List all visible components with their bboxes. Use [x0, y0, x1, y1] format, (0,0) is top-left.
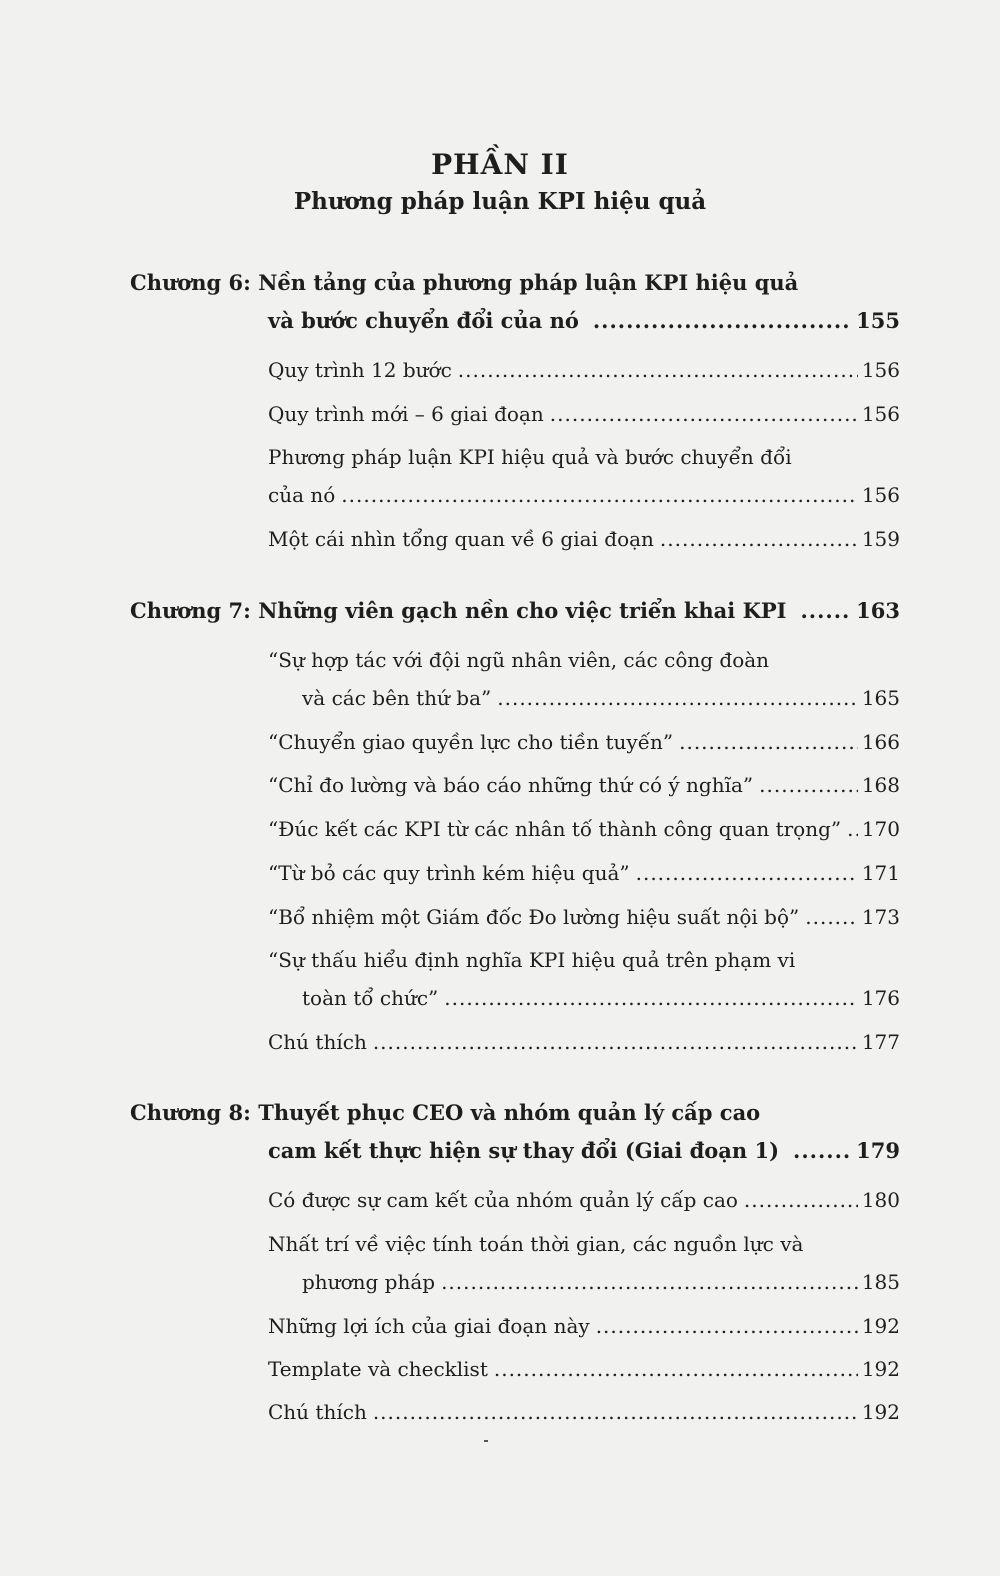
- leader-dots: [679, 730, 858, 754]
- chapter-8-page: 179: [856, 1138, 900, 1163]
- entry-page: 165: [861, 686, 900, 710]
- entry-page: 156: [861, 402, 900, 426]
- chapter-7-page: 163: [856, 598, 900, 623]
- entry-title: “Bổ nhiệm một Giám đốc Đo lường hiệu suất nội bộ”: [268, 905, 800, 929]
- leader-dots: [494, 1357, 858, 1381]
- entry-page: 192: [861, 1314, 900, 1338]
- entry-title: Những lợi ích của giai đoạn này: [268, 1314, 590, 1338]
- toc-entry: [268, 402, 900, 426]
- entry-title: Quy trình 12 bước: [268, 358, 452, 382]
- toc-entry: [268, 1357, 900, 1381]
- entry-title-line1: Phương pháp luận KPI hiệu quả và bước chuyển đổi: [268, 445, 792, 469]
- leader-dots: [660, 527, 858, 551]
- entry-page: 180: [861, 1188, 900, 1212]
- leader-dots: [497, 686, 858, 710]
- entry-page: 177: [861, 1030, 900, 1054]
- leader-dots: [458, 358, 858, 382]
- chapter-6-title-line1: Chương 6: Nền tảng của phương pháp luận KPI hiệu quả: [130, 270, 799, 295]
- toc-entry: [302, 986, 900, 1010]
- leader-dots: [793, 1138, 852, 1163]
- entry-title: “Đúc kết các KPI từ các nhân tố thành công quan trọng”: [268, 817, 842, 841]
- leader-dots: [373, 1030, 858, 1054]
- toc-entry: [268, 1030, 900, 1054]
- chapter-7-entry: [130, 598, 900, 623]
- entry-title: “Từ bỏ các quy trình kém hiệu quả”: [268, 861, 630, 885]
- toc-entry: [302, 686, 900, 710]
- entry-page: 173: [861, 905, 900, 929]
- entry-page: 156: [861, 358, 900, 382]
- entry-page: 159: [861, 527, 900, 551]
- leader-dots: [759, 773, 858, 797]
- page-mark: [484, 1440, 488, 1442]
- toc-entry: [268, 905, 900, 929]
- entry-page: 156: [861, 483, 900, 507]
- entry-page: 192: [861, 1400, 900, 1424]
- entry-title-line2: toàn tổ chức”: [302, 986, 439, 1010]
- entry-page: 192: [861, 1357, 900, 1381]
- entry-title-line1: “Sự thấu hiểu định nghĩa KPI hiệu quả trên phạm vi: [268, 948, 796, 972]
- toc-entry: [268, 483, 900, 507]
- leader-dots: [744, 1188, 858, 1212]
- entry-title: “Chuyển giao quyền lực cho tiền tuyến”: [268, 730, 674, 754]
- leader-dots: [847, 817, 858, 841]
- leader-dots: [596, 1314, 858, 1338]
- part-label: PHẦN II: [431, 148, 569, 181]
- toc-entry: [268, 358, 900, 382]
- toc-entry: [268, 527, 900, 551]
- chapter-8-entry: [268, 1138, 900, 1163]
- toc-entry: [268, 1400, 900, 1424]
- leader-dots: [800, 598, 852, 623]
- toc-entry: [302, 1270, 900, 1294]
- entry-title: Chú thích: [268, 1030, 367, 1054]
- entry-title: Chú thích: [268, 1400, 367, 1424]
- entry-title: Template và checklist: [268, 1357, 488, 1381]
- entry-title: “Chỉ đo lường và báo cáo những thứ có ý nghĩa”: [268, 773, 754, 797]
- entry-title-line2: phương pháp: [302, 1270, 436, 1294]
- entry-title: Một cái nhìn tổng quan về 6 giai đoạn: [268, 527, 654, 551]
- leader-dots: [636, 861, 858, 885]
- leader-dots: [805, 905, 858, 929]
- entry-title: Có được sự cam kết của nhóm quản lý cấp cao: [268, 1188, 738, 1212]
- chapter-8-title-line1: Chương 8: Thuyết phục CEO và nhóm quản lý cấp cao: [130, 1100, 761, 1125]
- leader-dots: [373, 1400, 858, 1424]
- toc-entry: [268, 730, 900, 754]
- chapter-6-title-line2: và bước chuyển đổi của nó: [268, 308, 579, 333]
- entry-page: 168: [861, 773, 900, 797]
- leader-dots: [444, 986, 858, 1010]
- entry-page: 185: [861, 1270, 900, 1294]
- chapter-6-page: 155: [856, 308, 900, 333]
- toc-entry: [268, 817, 900, 841]
- toc-entry: [268, 861, 900, 885]
- entry-title-line1: Nhất trí về việc tính toán thời gian, các nguồn lực và: [268, 1232, 804, 1256]
- entry-page: 166: [861, 730, 900, 754]
- entry-page: 171: [861, 861, 900, 885]
- leader-dots: [441, 1270, 858, 1294]
- chapter-7-title: Chương 7: Những viên gạch nền cho việc triển khai KPI: [130, 598, 787, 623]
- chapter-6-entry: [268, 308, 900, 333]
- leader-dots: [341, 483, 858, 507]
- entry-title-line1: “Sự hợp tác với đội ngũ nhân viên, các công đoàn: [268, 648, 770, 672]
- toc-entry: [268, 1314, 900, 1338]
- entry-title-line2: và các bên thứ ba”: [302, 686, 492, 710]
- toc-entry: [268, 1188, 900, 1212]
- part-title: Phương pháp luận KPI hiệu quả: [293, 188, 707, 215]
- entry-page: 170: [861, 817, 900, 841]
- entry-title: Quy trình mới – 6 giai đoạn: [268, 402, 544, 426]
- entry-title-line2: của nó: [268, 483, 336, 507]
- chapter-8-title-line2: cam kết thực hiện sự thay đổi (Giai đoạn 1): [268, 1138, 780, 1163]
- leader-dots: [550, 402, 858, 426]
- leader-dots: [593, 308, 852, 333]
- entry-page: 176: [861, 986, 900, 1010]
- toc-entry: [268, 773, 900, 797]
